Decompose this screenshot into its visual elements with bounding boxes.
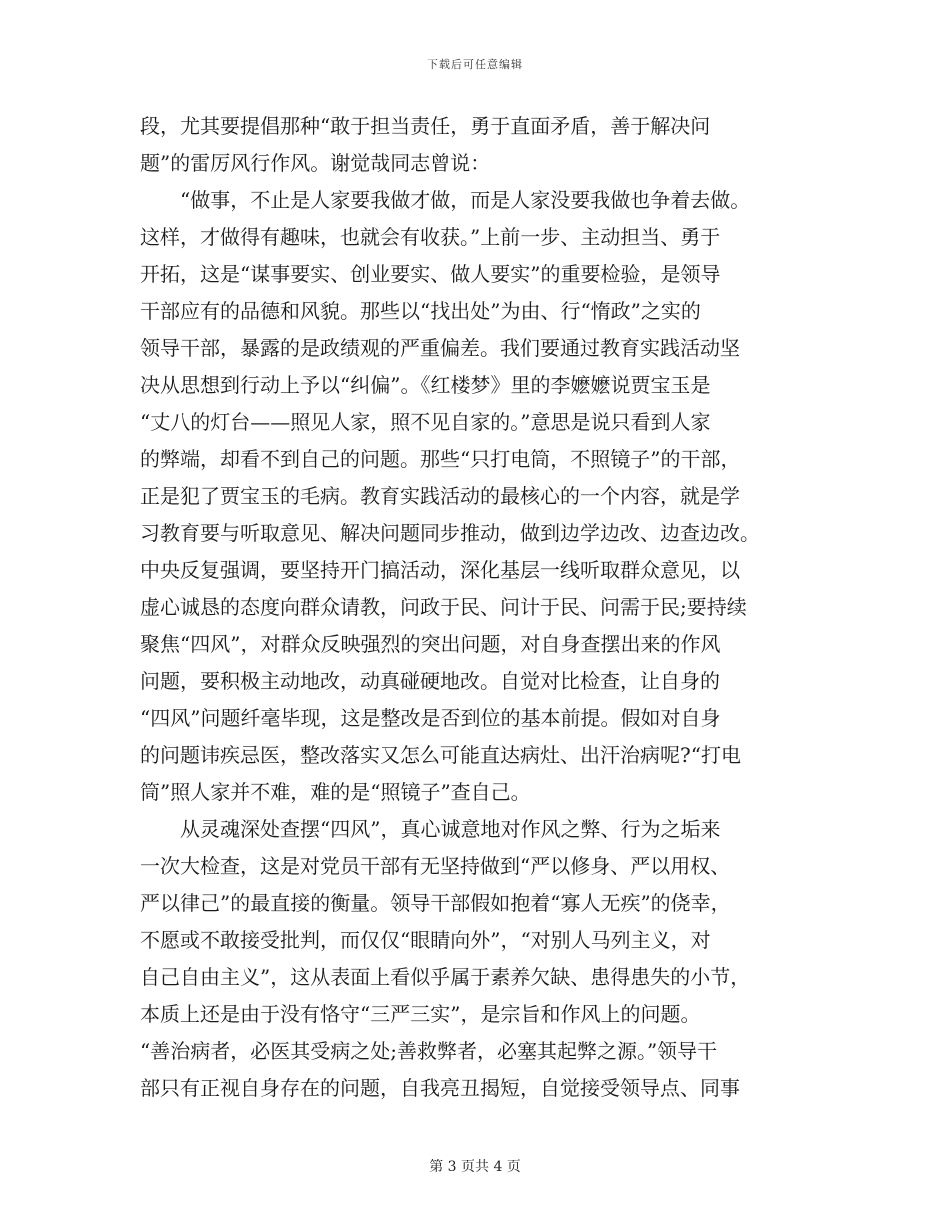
text-line: 本质上还是由于没有恪守“三严三实”，是宗旨和作风上的问题。 bbox=[140, 1002, 701, 1026]
paragraph-2 bbox=[140, 182, 820, 811]
page-header: 下载后可任意编辑 bbox=[427, 58, 523, 71]
text-line: 的弊端，却看不到自己的问题。那些“只打电筒，不照镜子”的干部， bbox=[140, 447, 741, 471]
text-line: 干部应有的品德和风貌。那些以“找出处”为由、行“惰政”之实的 bbox=[140, 299, 701, 323]
text-line: 部只有正视自身存在的问题，自我亮丑揭短，自觉接受领导点、同事 bbox=[140, 1076, 740, 1100]
text-line: 问题，要积极主动地改，动真碰硬地改。自觉对比检查，让自身的 bbox=[140, 669, 720, 693]
paragraph-1 bbox=[140, 108, 820, 182]
text-line: “四风”问题纤毫毕现，这是整改是否到位的基本前提。假如对自身 bbox=[140, 706, 721, 730]
text-line: 的问题讳疾忌医，整改落实又怎么可能直达病灶、出汗治病呢?“打电 bbox=[140, 743, 741, 767]
text-line: 领导干部，暴露的是政绩观的严重偏差。我们要通过教育实践活动坚 bbox=[140, 336, 740, 360]
document-body bbox=[140, 108, 820, 1107]
text-line: 从灵魂深处查摆“四风”，真心诚意地对作风之弊、行为之垢来 bbox=[180, 817, 721, 841]
paragraph-3 bbox=[140, 811, 820, 1107]
text-line: 正是犯了贾宝玉的毛病。教育实践活动的最核心的一个内容，就是学 bbox=[140, 484, 740, 508]
text-line: 不愿或不敢接受批判，而仅仅“眼睛向外”，“对别人马列主义，对 bbox=[140, 928, 711, 952]
page-footer: 第 3 页共 4 页 bbox=[429, 1159, 521, 1175]
text-line: 筒”照人家并不难，难的是“照镜子”查自己。 bbox=[140, 780, 531, 804]
text-line: 严以律己”的最直接的衡量。领导干部假如抱着“寡人无疾”的侥幸， bbox=[140, 891, 731, 915]
text-line: “做事，不止是人家要我做才做，而是人家没要我做也争着去做。 bbox=[180, 188, 751, 212]
text-line: 这样，才做得有趣味，也就会有收获。”上前一步、主动担当、勇于 bbox=[140, 225, 721, 249]
text-line: 聚焦“四风”，对群众反映强烈的突出问题，对自身查摆出来的作风 bbox=[140, 632, 721, 656]
text-line: “善治病者，必医其受病之处;善救弊者，必塞其起弊之源。”领导干 bbox=[140, 1039, 718, 1063]
text-line: 开拓，这是“谋事要实、创业要实、做人要实”的重要检验，是领导 bbox=[140, 262, 721, 286]
text-line: 虚心诚恳的态度向群众请教，问政于民、问计于民、问需于民;要持续 bbox=[140, 595, 747, 619]
text-line: “丈八的灯台——照见人家，照不见自家的。”意思是说只看到人家 bbox=[140, 410, 711, 434]
text-line: 习教育要与听取意见、解决问题同步推动，做到边学边改、边查边改。 bbox=[140, 521, 760, 545]
text-line: 决从思想到行动上予以“纠偏”。《红楼梦》里的李嬷嬷说贾宝玉是 bbox=[140, 373, 711, 397]
text-line: 段，尤其要提倡那种“敢于担当责任，勇于直面矛盾，善于解决问 bbox=[140, 114, 711, 138]
text-line: 中央反复强调，要坚持开门搞活动，深化基层一线听取群众意见，以 bbox=[140, 558, 740, 582]
text-line: 题”的雷厉风行作风。谢觉哉同志曾说： bbox=[140, 151, 491, 175]
text-line: 一次大检查，这是对党员干部有无坚持做到“严以修身、严以用权、 bbox=[140, 854, 731, 878]
text-line: 自己自由主义”，这从表面上看似乎属于素养欠缺、患得患失的小节， bbox=[140, 965, 751, 989]
